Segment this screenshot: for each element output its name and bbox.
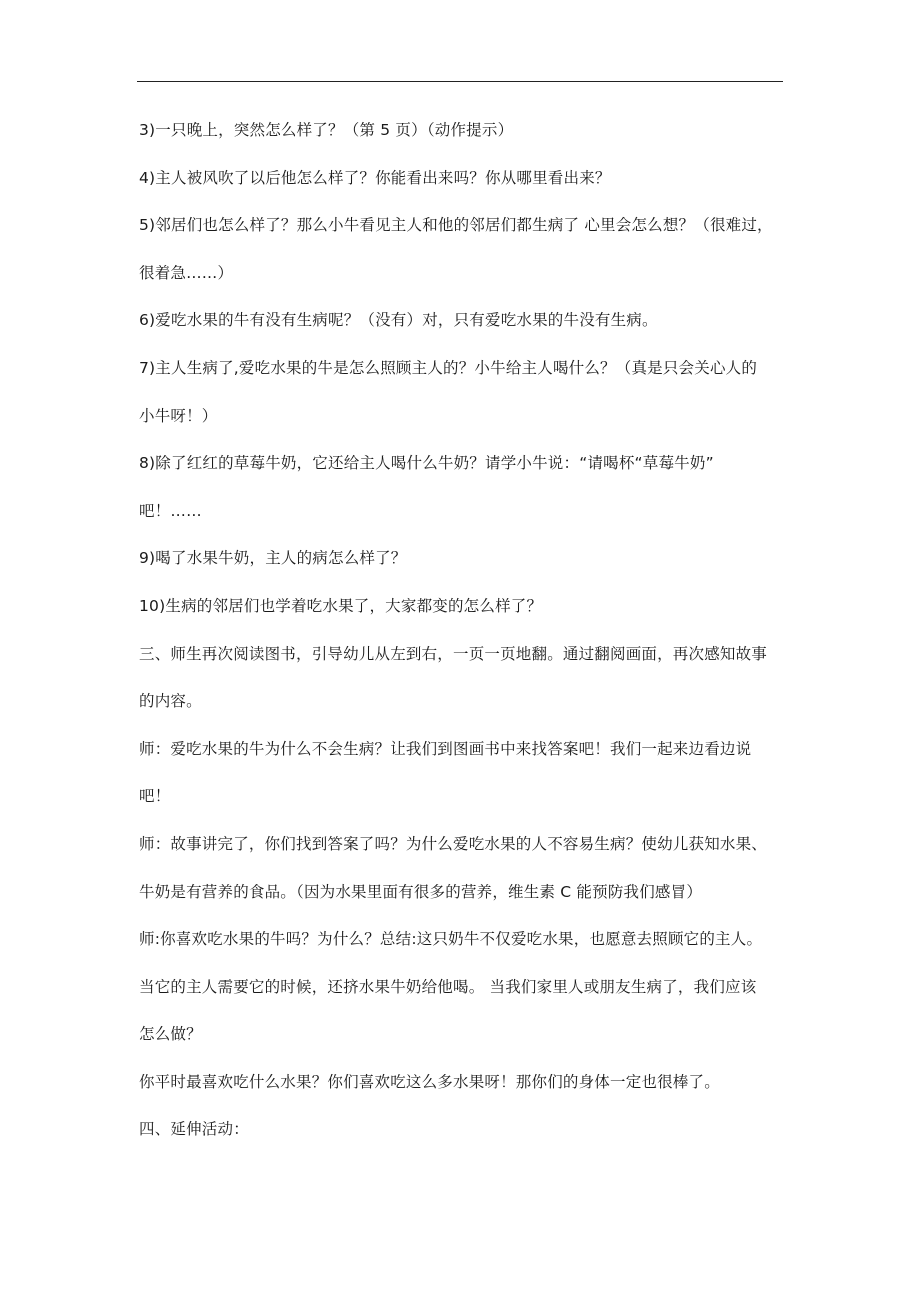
text-line: 10)生病的邻居们也学着吃水果了，大家都变的怎么样了？ [139, 596, 543, 615]
text-line: 牛奶是有营养的食品。（因为水果里面有很多的营养，维生素 C 能预防我们感冒） [139, 882, 703, 901]
text-line: 很着急……） [139, 263, 234, 282]
text-line: 6)爱吃水果的牛有没有生病呢？（没有）对，只有爱吃水果的牛没有生病。 [139, 311, 658, 330]
text-line: 3)一只晚上，突然怎么样了？（第 5 页）（动作提示） [139, 121, 514, 139]
text-line: 吧！…… [139, 501, 202, 520]
text-line: 的内容。 [139, 692, 202, 711]
text-line: 5)邻居们也怎么样了？那么小牛看见主人和他的邻居们都生病了 心里会怎么想？（很难过， [139, 216, 773, 235]
text-line: 吧！ [139, 787, 171, 806]
text-line: 师：故事讲完了，你们找到答案了吗？为什么爱吃水果的人不容易生病？使幼儿获知水果、 [139, 834, 768, 853]
text-line: 你平时最喜欢吃什么水果？你们喜欢吃这么多水果呀！那你们的身体一定也很棒了。 [139, 1072, 720, 1091]
section-heading-3: 三、师生再次阅读图书，引导幼儿从左到右，一页一页地翻。通过翻阅画面，再次感知故事 [139, 644, 768, 663]
text-line: 9)喝了水果牛奶，主人的病怎么样了？ [139, 549, 407, 568]
text-line: 4)主人被风吹了以后他怎么样了？你能看出来吗？你从哪里看出来？ [139, 168, 611, 187]
text-line: 8)除了红红的草莓牛奶，它还给主人喝什么牛奶？请学小牛说：“请喝杯“草莓牛奶” [139, 454, 714, 473]
document-body [139, 118, 799, 1165]
text-line: 7)主人生病了,爱吃水果的牛是怎么照顾主人的？小牛给主人喝什么？（真是只会关心人的 [139, 358, 758, 377]
section-heading-4: 四、延伸活动： [139, 1120, 249, 1139]
text-line: 当它的主人需要它的时候，还挤水果牛奶给他喝。 当我们家里人或朋友生病了，我们应该 [139, 977, 757, 996]
text-line: 怎么做？ [139, 1025, 202, 1044]
text-line: 小牛呀！） [139, 406, 218, 425]
text-line: 师：爱吃水果的牛为什么不会生病？让我们到图画书中来找答案吧！我们一起来边看边说 [139, 739, 752, 758]
text-line: 师:你喜欢吃水果的牛吗？为什么？总结:这只奶牛不仅爱吃水果，也愿意去照顾它的主人。 [139, 930, 763, 949]
header-rule [137, 81, 783, 82]
